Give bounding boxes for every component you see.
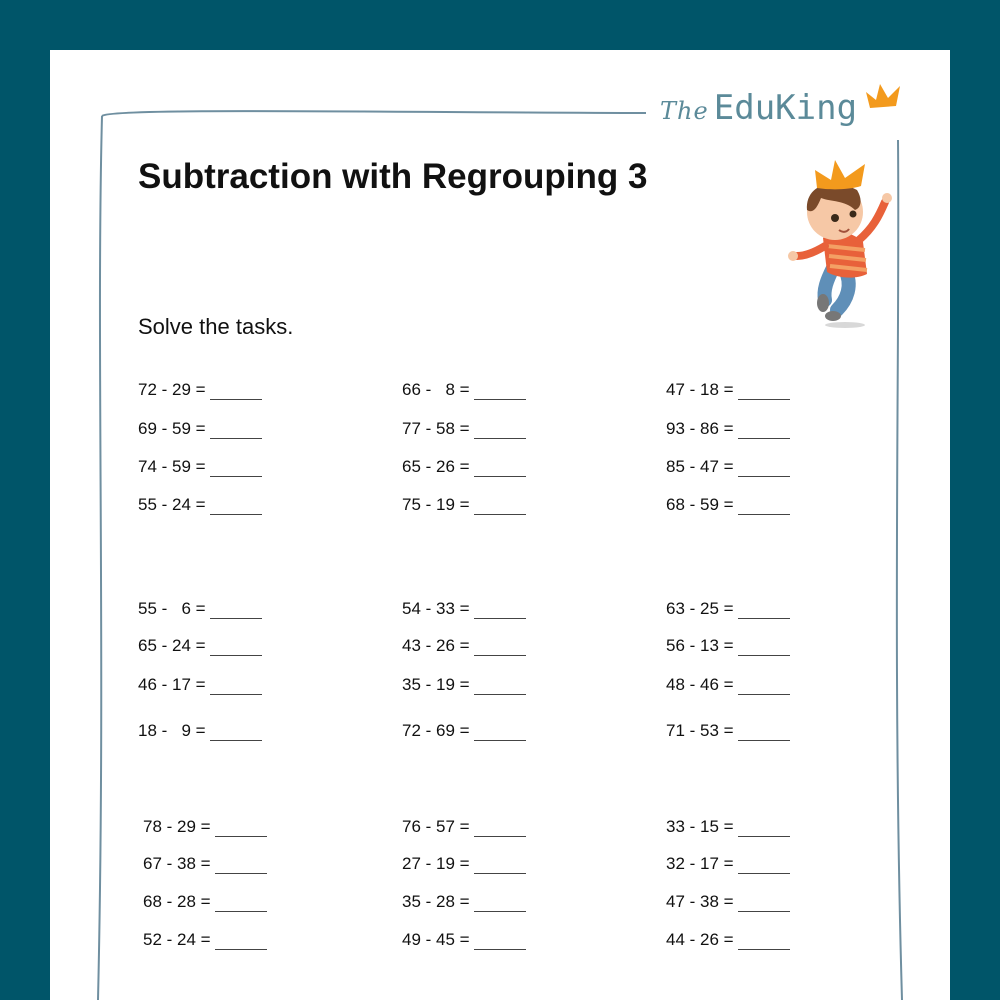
task-item (402, 817, 526, 837)
task-equation: 66 - 8 = (402, 380, 470, 399)
answer-blank[interactable] (474, 459, 526, 477)
answer-blank[interactable] (738, 856, 790, 874)
answer-blank[interactable] (210, 677, 262, 695)
task-equation: 48 - 46 = (666, 675, 734, 694)
task-equation: 67 - 38 = (143, 854, 211, 873)
task-item (402, 721, 526, 741)
task-item (666, 599, 790, 619)
answer-blank[interactable] (474, 677, 526, 695)
task-item (666, 380, 790, 400)
task-item (666, 721, 790, 741)
instructions-text: Solve the tasks. (138, 314, 294, 339)
task-equation: 72 - 29 = (138, 380, 206, 399)
task-item (402, 854, 526, 874)
answer-blank[interactable] (738, 459, 790, 477)
task-item (666, 495, 790, 515)
task-equation: 72 - 69 = (402, 721, 470, 740)
task-equation: 18 - 9 = (138, 721, 206, 740)
task-equation: 47 - 38 = (666, 892, 734, 911)
task-item (402, 930, 526, 950)
answer-blank[interactable] (474, 819, 526, 837)
task-equation: 65 - 26 = (402, 457, 470, 476)
task-item (138, 380, 262, 400)
answer-blank[interactable] (738, 723, 790, 741)
answer-blank[interactable] (474, 497, 526, 515)
task-item (402, 636, 526, 656)
task-equation: 27 - 19 = (402, 854, 470, 873)
task-item (666, 457, 790, 477)
task-equation: 69 - 59 = (138, 419, 206, 438)
task-item (138, 495, 262, 515)
answer-blank[interactable] (738, 497, 790, 515)
answer-blank[interactable] (210, 497, 262, 515)
task-equation: 68 - 59 = (666, 495, 734, 514)
task-item (666, 854, 790, 874)
task-item (402, 419, 526, 439)
answer-blank[interactable] (215, 856, 267, 874)
task-item (143, 817, 267, 837)
task-item (402, 675, 526, 695)
answer-blank[interactable] (738, 638, 790, 656)
answer-blank[interactable] (210, 421, 262, 439)
task-equation: 43 - 26 = (402, 636, 470, 655)
task-item (666, 636, 790, 656)
task-item (143, 930, 267, 950)
task-item (666, 930, 790, 950)
answer-blank[interactable] (210, 723, 262, 741)
answer-blank[interactable] (210, 638, 262, 656)
brand-prefix: The (660, 97, 709, 125)
task-equation: 55 - 6 = (138, 599, 206, 618)
task-item (138, 599, 262, 619)
task-equation: 32 - 17 = (666, 854, 734, 873)
task-item (402, 457, 526, 477)
task-item (138, 457, 262, 477)
answer-blank[interactable] (474, 421, 526, 439)
task-equation: 35 - 19 = (402, 675, 470, 694)
task-equation: 54 - 33 = (402, 599, 470, 618)
task-item (138, 721, 262, 741)
task-equation: 46 - 17 = (138, 675, 206, 694)
answer-blank[interactable] (215, 894, 267, 912)
brand-name: EduKing (713, 88, 858, 128)
worksheet-page (50, 50, 950, 1000)
task-equation: 49 - 45 = (402, 930, 470, 949)
task-equation: 47 - 18 = (666, 380, 734, 399)
task-item (138, 636, 262, 656)
crown-icon (862, 80, 906, 112)
answer-blank[interactable] (210, 382, 262, 400)
answer-blank[interactable] (738, 421, 790, 439)
task-equation: 35 - 28 = (402, 892, 470, 911)
task-item (666, 892, 790, 912)
brand-logo (660, 88, 857, 128)
task-equation: 71 - 53 = (666, 721, 734, 740)
answer-blank[interactable] (474, 856, 526, 874)
task-item (143, 892, 267, 912)
task-item (666, 419, 790, 439)
task-item (666, 675, 790, 695)
task-equation: 93 - 86 = (666, 419, 734, 438)
answer-blank[interactable] (474, 638, 526, 656)
task-equation: 44 - 26 = (666, 930, 734, 949)
answer-blank[interactable] (738, 819, 790, 837)
task-equation: 63 - 25 = (666, 599, 734, 618)
answer-blank[interactable] (215, 819, 267, 837)
answer-blank[interactable] (738, 601, 790, 619)
task-equation: 55 - 24 = (138, 495, 206, 514)
task-equation: 77 - 58 = (402, 419, 470, 438)
boy-with-crown-illustration (775, 150, 900, 335)
task-item (402, 599, 526, 619)
answer-blank[interactable] (738, 677, 790, 695)
task-item (402, 495, 526, 515)
answer-blank[interactable] (215, 932, 267, 950)
answer-blank[interactable] (474, 382, 526, 400)
task-equation: 76 - 57 = (402, 817, 470, 836)
task-item (143, 854, 267, 874)
answer-blank[interactable] (210, 601, 262, 619)
task-equation: 75 - 19 = (402, 495, 470, 514)
task-item (138, 675, 262, 695)
answer-blank[interactable] (738, 894, 790, 912)
answer-blank[interactable] (474, 601, 526, 619)
answer-blank[interactable] (474, 894, 526, 912)
task-item (666, 817, 790, 837)
answer-blank[interactable] (738, 382, 790, 400)
page-title: Subtraction with Regrouping 3 (138, 157, 648, 196)
task-equation: 56 - 13 = (666, 636, 734, 655)
task-item (138, 419, 262, 439)
answer-blank[interactable] (474, 723, 526, 741)
task-equation: 65 - 24 = (138, 636, 206, 655)
answer-blank[interactable] (474, 932, 526, 950)
task-equation: 52 - 24 = (143, 930, 211, 949)
task-equation: 85 - 47 = (666, 457, 734, 476)
answer-blank[interactable] (738, 932, 790, 950)
task-item (402, 892, 526, 912)
task-equation: 33 - 15 = (666, 817, 734, 836)
answer-blank[interactable] (210, 459, 262, 477)
task-equation: 68 - 28 = (143, 892, 211, 911)
task-equation: 78 - 29 = (143, 817, 211, 836)
task-equation: 74 - 59 = (138, 457, 206, 476)
task-item (402, 380, 526, 400)
